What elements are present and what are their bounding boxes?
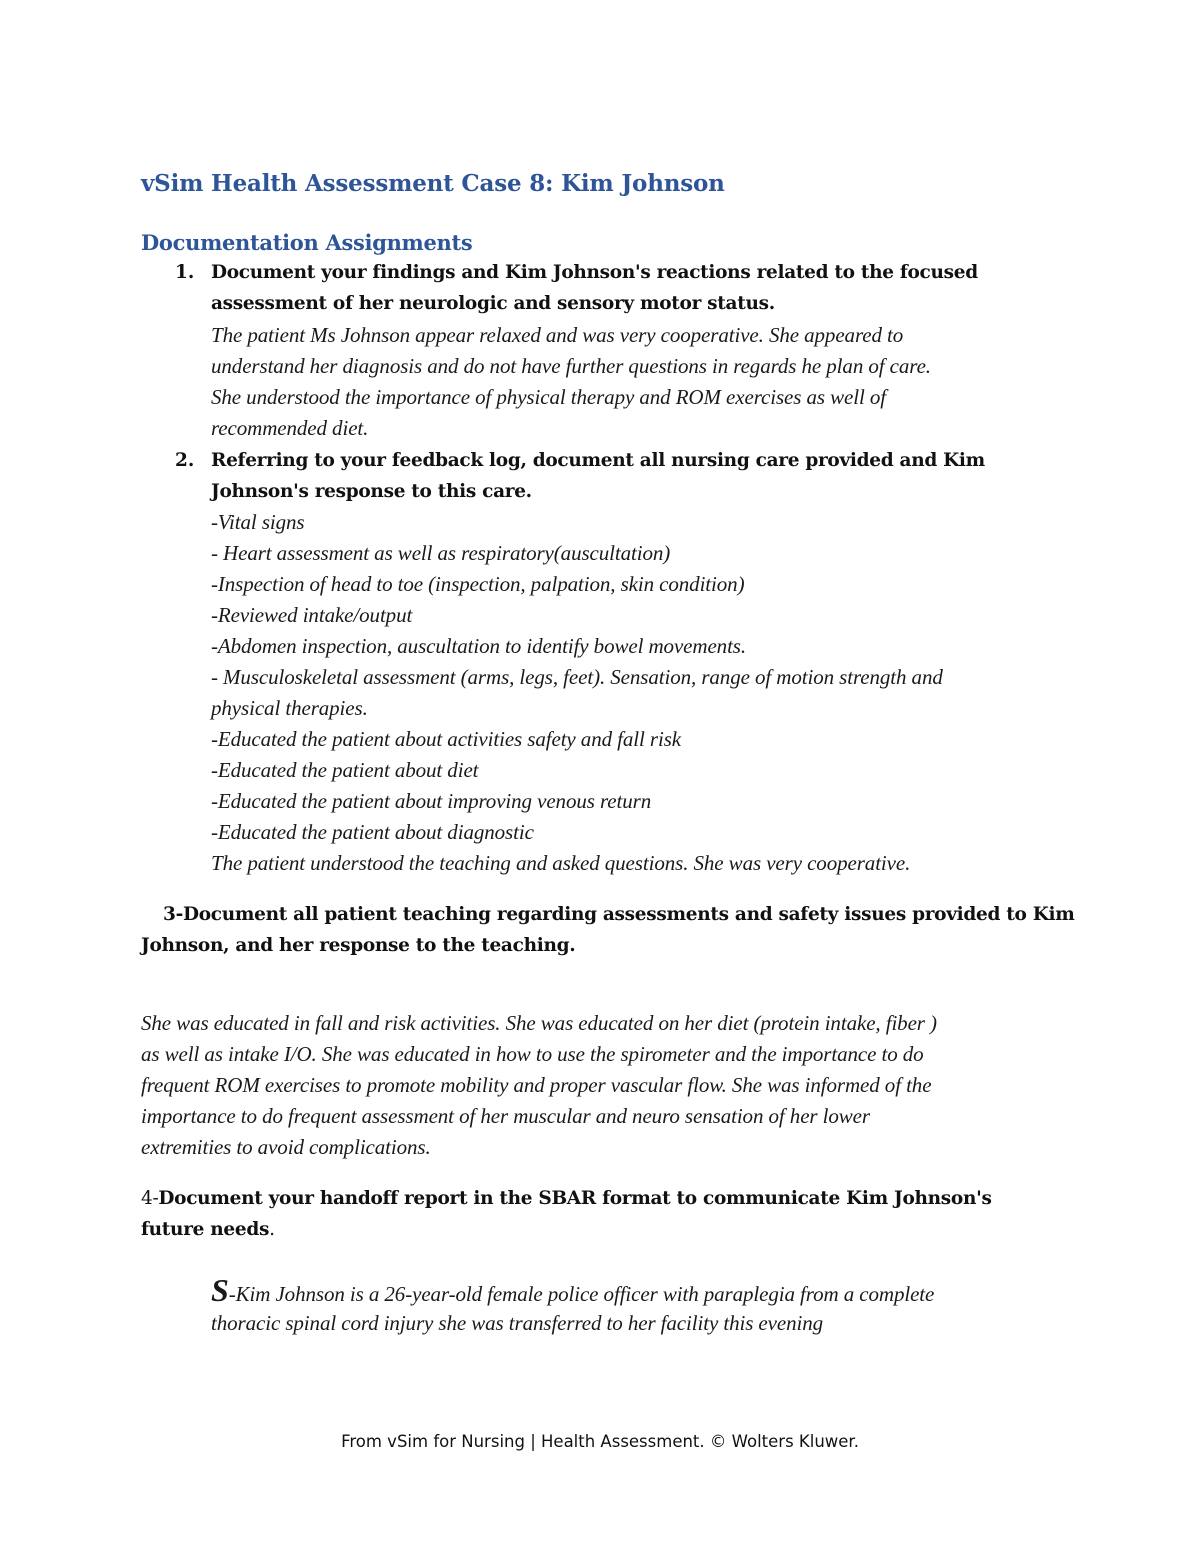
question-line: Referring to your feedback log, document all nursing care provided and Kim bbox=[211, 450, 985, 471]
answer-line: She understood the importance of physical therapy and ROM exercises as well of bbox=[211, 385, 886, 409]
answer-line: -Educated the patient about diet bbox=[211, 758, 479, 782]
question-text: future needs bbox=[141, 1219, 270, 1240]
answer-line: physical therapies. bbox=[211, 696, 368, 720]
question-period: . bbox=[269, 1219, 275, 1240]
answer-line: -Inspection of head to toe (inspection, palpation, skin condition) bbox=[211, 572, 745, 596]
answer-line: -Educated the patient about diagnostic bbox=[211, 820, 534, 844]
answer-line: -Educated the patient about activities safety and fall risk bbox=[211, 727, 682, 751]
question-text: Document your handoff report in the SBAR format to communicate Kim Johnson's bbox=[158, 1188, 992, 1209]
answer-line: The patient understood the teaching and asked questions. She was very cooperative. bbox=[211, 851, 911, 875]
page-footer: From vSim for Nursing | Health Assessment. © Wolters Kluwer. bbox=[341, 1432, 859, 1451]
answer-line: as well as intake I/O. She was educated in how to use the spirometer and the importance to do bbox=[141, 1042, 924, 1066]
section-heading: Documentation Assignments bbox=[141, 230, 473, 255]
item-number: 2. bbox=[175, 450, 195, 471]
question-prefix: 4- bbox=[141, 1188, 159, 1209]
question-line: Document your findings and Kim Johnson's reactions related to the focused bbox=[211, 262, 978, 283]
answer-line: frequent ROM exercises to promote mobility and proper vascular flow. She was informed of the bbox=[141, 1073, 932, 1097]
answer-line: importance to do frequent assessment of her muscular and neuro sensation of her lower bbox=[141, 1104, 870, 1128]
sbar-situation-line bbox=[211, 1272, 934, 1312]
question-line bbox=[141, 1183, 992, 1214]
answer-line: -Educated the patient about improving venous return bbox=[211, 789, 652, 813]
answer-line: extremities to avoid complications. bbox=[141, 1135, 431, 1159]
answer-line: - Musculoskeletal assessment (arms, legs, feet). Sensation, range of motion strength and bbox=[211, 665, 943, 689]
item-number: 1. bbox=[175, 262, 195, 283]
question-line: assessment of her neurologic and sensory motor status. bbox=[211, 293, 775, 314]
answer-line: -Reviewed intake/output bbox=[211, 603, 413, 627]
answer-line: The patient Ms Johnson appear relaxed and was very cooperative. She appeared to bbox=[211, 323, 904, 347]
document-title: vSim Health Assessment Case 8: Kim Johnson bbox=[141, 170, 725, 197]
sbar-text: -Kim Johnson is a 26-year-old female police officer with paraplegia from a complete bbox=[228, 1282, 935, 1306]
question-line: Johnson, and her response to the teaching. bbox=[141, 935, 576, 956]
answer-line: -Abdomen inspection, auscultation to identify bowel movements. bbox=[211, 634, 747, 658]
answer-line: - Heart assessment as well as respiratory(auscultation) bbox=[211, 541, 671, 565]
sbar-situation-line: thoracic spinal cord injury she was transferred to her facility this evening bbox=[211, 1311, 824, 1335]
answer-line: understand her diagnosis and do not have further questions in regards he plan of care. bbox=[211, 354, 931, 378]
question-line bbox=[141, 1214, 275, 1245]
question-line: Johnson's response to this care. bbox=[211, 481, 532, 502]
answer-line: She was educated in fall and risk activities. She was educated on her diet (protein intake, fiber ) bbox=[141, 1011, 937, 1035]
question-line: 3-Document all patient teaching regarding assessments and safety issues provided to Kim bbox=[163, 904, 1075, 925]
sbar-letter: S bbox=[211, 1272, 229, 1308]
answer-line: recommended diet. bbox=[211, 416, 369, 440]
answer-line: -Vital signs bbox=[211, 510, 305, 534]
